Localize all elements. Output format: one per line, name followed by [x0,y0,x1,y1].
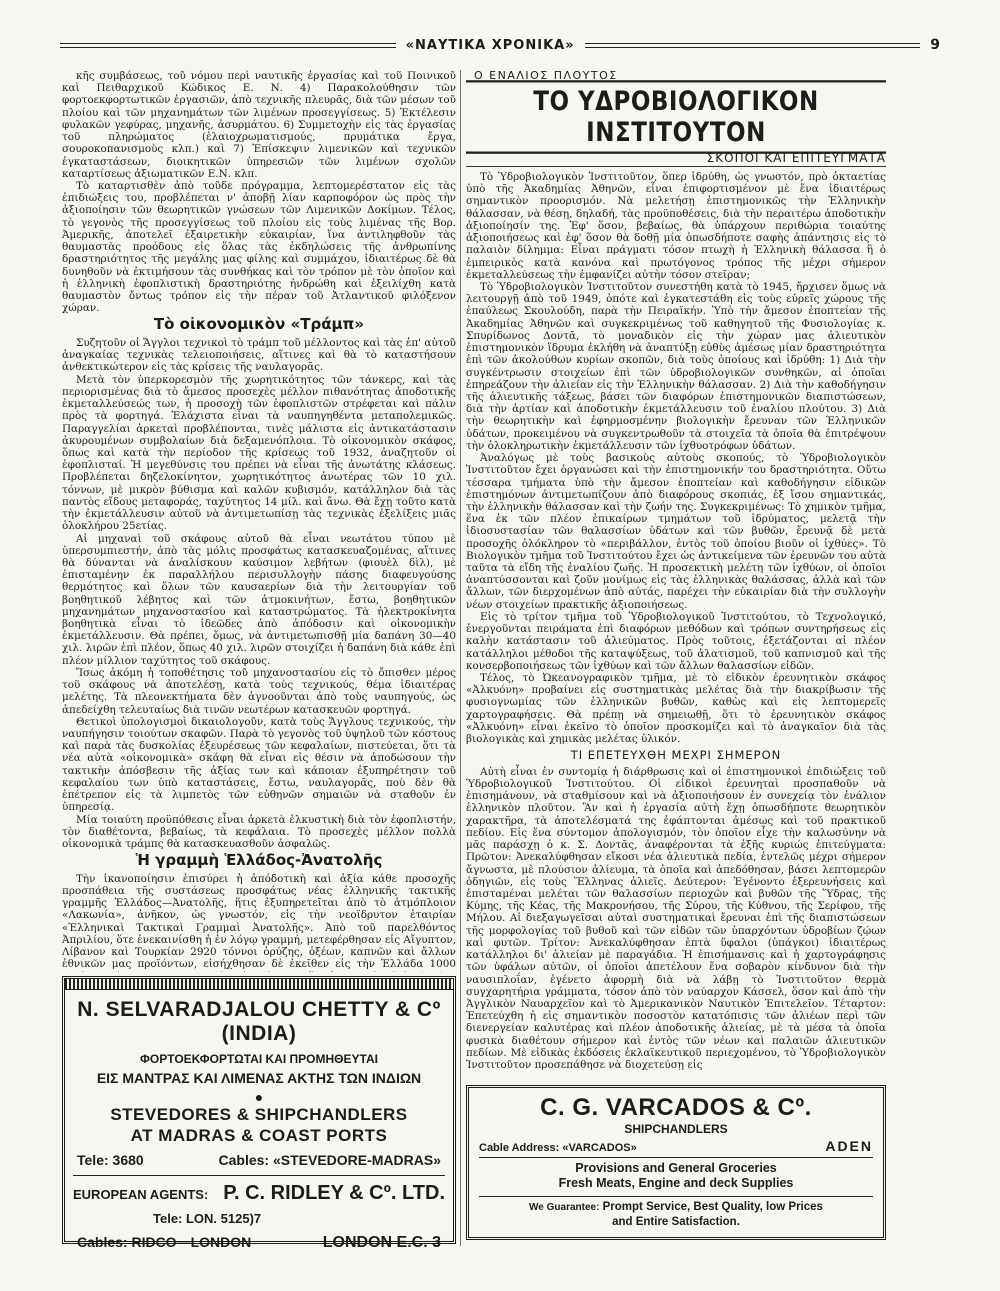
article-subheadline: ΣΚΟΠΟΙ ΚΑΙ ΕΠΙΤΕΥΓΜΑΤΑ [466,151,886,167]
section-heading-tramp: Τὸ οἰκονομικὸν «Τράμπ» [153,315,365,334]
ad-telephone: Tele: 3680 [77,1152,144,1168]
advertisement-varcados [466,1085,886,1240]
ad-greek-line: ΦΟΡΤΟΕΚΦΟΡΤΩΤΑΙ ΚΑΙ ΠΡΟΜΗΘΕΥΤΑΙ [140,1052,378,1066]
ad-agents-contact-row [77,1234,441,1252]
page-header [60,34,940,56]
ad-english-line: AT MADRAS & COAST PORTS [130,1126,388,1145]
ad-provisions-line: Provisions and General Groceries [575,1161,777,1175]
ad-english-line: STEVEDORES & SHIPCHANDLERS [110,1105,408,1124]
article-paragraph: κῆς συμβάσεως, τοῦ νόμου περὶ ναυτικῆς ἐργασίας καὶ τοῦ Ποινικοῦ καὶ Πειθαρχικοῦ Κώδικος Ε. Ν. 4) Παρακολούθησιν τῶν φορτοεκφορτωτικῶν ἐργασιῶν, ἀπὸ τεχνικῆς πλευρᾶς, διὰ τῶν μέσων τοῦ πλοίου καὶ τῶν μηχανημάτων τῶν λιμένων προσεγγίσεως. 5) Ἐκτέλεσιν φυλακῶν γεφύρας, μηχανῆς, ἀσυρμάτου. 6) Συμμετοχὴν εἰς τὰς ἐργασίας τοῦ πληρώματος (ἐλαιοχρωματισμούς, πρυμάτικα ἔργα, σουροκοπανισμοὺς κλπ.) καὶ 7) Ἐπίσκεψιν λιμενικῶν καὶ τεχνικῶν ἐγκαταστάσεων, διοικητικῶν ὑπηρεσιῶν τῶν λιμένων σχολῶν καταρτίσεως ἀξιωματικῶν Ε.Ν. κλπ. [62,70,456,180]
ad-contact-row [479,1138,873,1158]
ad-contact-row [77,1152,441,1168]
section-heading-achievements: ΤΙ ΕΠΕΤΕΥΧΘΗ ΜΕΧΡΙ ΣΗΜΕΡΟΝ [570,748,782,763]
article-paragraph: Συζητοῦν οἱ Ἄγγλοι τεχνικοὶ τὸ τράμπ τοῦ μέλλοντος καὶ τὰς ἐπ' αὐτοῦ ἀναγκαίας τεχνικὰς τελειοποιήσεις, αἵτινες καὶ θὰ τὸ καταστήσουν ἀνθεκτικώτερον εἰς τὰς κρίσεις τῆς ναυλαγορᾶς. [62,337,456,374]
article-paragraph: Μετὰ τὸν ὑπερκορεσμὸν τῆς χωρητικότητος τῶν τάνκερς, καὶ τὰς περιορισμένας διὰ τὸ ἄμεσος προσεχὲς μέλλον πιθανότητας ἀποδοτικῆς ἐκμεταλλεύσεώς των, ἡ προσοχὴ τῶν ἐφοπλιστῶν στρέφεται καὶ πάλιν πρὸς τὰ φορτηγά. Ἐλάχιστα εἶναι τὰ ναυπηγηθέντα μεταπολεμικῶς. Παραγγελίαι ἀρκεταὶ προβλέπονται, τινὲς μάλιστα εἰς ἀντικατάστασιν ἀκυρουμένων συμβολαίων διὰ δεξαμενόπλοια. Τὸ οἰκονομικὸν σκάφος, ὅπως καὶ κατὰ τὴν περίοδον τῆς κρίσεως τοῦ 1932, ἀναζητοῦν οἱ ἐφοπλισταί. Ἡ μεγεθύνσις του πρέπει νὰ εἶναι τῆς ἀνωτάτης κλάσεως. Προβλέπεται δηζελοκίνητον, χωρητικότητος ἀνωτέρας τῶν 10 χιλ. τόννων, μὲ μικρὸν βύθισμα καὶ καλῶν κυβισμόν, κατάλληλον διὰ τὰς παντὸς εἴδους μεταφοράς, ταχύτητος 14 μίλ. καὶ ἄνω. Θὰ ἔχῃ τοῦτο κατὰ τὴν ἐκμετάλλευσιν αὐτοῦ νὰ ἀντιμετωπίσῃ τὰς τεχνικὰς ἐξελίξεις μιᾶς ὁλοκλήρου 25ετίας. [62,373,456,533]
article-paragraph: Εἰς τὸ τρίτον τμῆμα τοῦ Ὑδροβιολογικοῦ Ἰνστιτούτου, τὸ Τεχνολογικό, ἐνεργοῦνται πειράματα ἐπὶ διαφόρων μεθόδων καὶ τρόπων συντηρήσεως εἰς καλὴν κατάστασιν τοῦ ἁλιεύματος. Πρὸς τοῦτοις, ἐξετάζονται αἱ πλέον κατάλληλοι μέθοδοι τῆς καταψύξεως, τοῦ ἀλατισμοῦ, τοῦ καπνισμοῦ καὶ τῆς κονσερβοποιήσεως τῶν ἰχθύων καὶ τῶν ἄλλων θαλασσίων εἰδῶν. [466,610,886,672]
article-paragraph: Τὸ Ὑδροβιολογικὸν Ἰνστιτοῦτον, ὅπερ ἱδρύθη, ὡς γνωστόν, πρὸ ὀκταετίας ὑπὸ τῆς Ἀκαδημίας Ἀθηνῶν, εἶναι ἐπιφορτισμένον μὲ ἕνα ἰδιαιτέρως σημαντικὸν προορισμόν. Νὰ μελετήσῃ ἐπιστημονικῶς τὴν Ἑλληνικὴν θάλασσαν, νὰ θέσῃ, δηλαδή, τὰς προϋποθέσεις, διὰ τὴν περαιτέρω ἀποδοτικὴν ἀξιοποίησίν της. Ἐφ' ὅσον, βεβαίως, θὰ ὑπάρχουν περιθώρια τοιαύτης ἀξιοποιήσεως καὶ ἐφ' ὅσον θὰ δοθῇ μία ὁπωσδήποτε σαφὴς ἀπάντησις εἰς τὸ παλαιὸν δίλημμα: Εἶναι πράγματι τόσον πτωχὴ ἡ Ἑλληνικὴ θάλασσα ἢ ὁ ἐμπειρικὸς κατὰ κανόνα καὶ πρωτόγονος τρόπος τῆς μέχρι σήμερον ἐκμεταλλεύσεως τὴν ἐμφανίζει αὐτὴν τόσον στεῖραν; [466,171,886,281]
ad-guarantee-text: and Entire Satisfaction. [612,1216,740,1228]
ad-provisions-line: Fresh Meats, Engine and deck Supplies [558,1176,794,1190]
ad-decorative-band [65,979,453,990]
ad-guarantee [479,1196,873,1229]
bullet-icon: ● [254,1089,264,1105]
ad-agents-cables: Cables: RIDCO—LONDON [77,1234,252,1250]
article-headline: ΤΟ ΥΔΡΟΒΙΟΛΟΓΙΚΟΝ ΙΝΣΤΙΤΟΥΤΟΝ [466,80,886,154]
ad-guarantee-label: We Guarantee: [529,1202,600,1213]
column-divider [460,70,461,1246]
left-column [62,70,456,972]
article-paragraph: Τὸ καταρτισθὲν ἀπὸ τοῦδε πρόγραμμα, λεπτομερέστατον εἰς τὰς ἐπιδιώξεις του, προβλέπεται ν' ἀποβῇ λίαν καρποφόρον ὡς πρὸς τὴν ἀξιοποίησιν τῶν θεωρητικῶν γνώσεων τῶν Λιμενικῶν Δοκίμων. Τέλος, τὸ γεγονὸς τῆς προσεγγίσεως τοῦ πλοίου εἰς τοὺς λιμένας τῆς Βορ. Ἀμερικῆς, ἀποτελεῖ ἐξαιρετικὴν εὐκαιρίαν, ἵνα ἀντιληφθοῦν τὰς θαυμαστὰς προόδους εἰς ὅλας τὰς ἐκδηλώσεις τῆς ἀνθρωπίνης δραστηριότητος τῆς μεγάλης μας φίλης καὶ συμμάχου, ἰδιαιτέρως δὲ θὰ δυνηθοῦν νὰ ἐκτιμήσουν τὰς συνθήκας καὶ τὸν τρόπον μὲ τὸν ὁποῖον καὶ ἡ ἑλληνικὴ ἐφοπλιστικὴ δραστηριότης ἠνδρώθη καὶ ἐξειλίχθη κατὰ θαυμαστὸν ὄντως τρόπον εἰς τὴν πέραν τοῦ Ἀτλαντικοῦ φιλόξενον χώραν. [62,179,456,315]
article-paragraph: Τὸ Ὑδροβιολογικὸν Ἰνστιτοῦτον συνεστήθη κατὰ τὸ 1945, ἤρχισεν ὅμως νὰ λειτουργῇ ἀπὸ τοῦ 1949, ὁπότε καὶ ἐγκατεστάθη εἰς τοὺς εὐρεῖς χώρους τῆς ἐπαύλεως Σκουλούδη, παρὰ τὴν Πειραϊκήν. Ὑπὸ τὴν ἄμεσον ἐποπτείαν τῆς Ἀκαδημίας Ἀθηνῶν καὶ συγκεκριμένως τοῦ καθηγητοῦ τῆς Φυσιολογίας κ. Σπυρίδωνος Δοντᾶ, τὸ μοναδικὸν εἰς τὴν χώραν μας ἁλιευτικὸν ἐπιστημονικὸν ἵδρυμα ἐκλήθη νὰ ἀναπτύξῃ εὐθὺς ἀμέσως μίαν δραστηριότητα ἐπὶ τῶν ἀκολούθων κυρίων σκοπῶν, διὰ τοὺς ὁποίους καὶ ἱδρύθη: 1) Διὰ τὴν συγκέντρωσιν στοιχείων ἐπὶ τῶν ὑδροβιολογικῶν συνθηκῶν, αἱ ὁποῖαι ἐπηρεάζουν τὴν ἁλιείαν εἰς τὴν Ἑλληνικὴν θάλασσαν. 2) Διὰ τὴν καθοδήγησιν τῆς ἁλιευτικῆς τάξεως, βάσει τῶν διαφόρων ἐπιστημονικῶν διαπιστώσεων, διὰ τὴν ἀρτίαν καὶ ἀποδοτικὴν ἐκμετάλλευσιν τοῦ ἐναλίου πλούτου. 3) Διὰ τὴν θεωρητικὴν καὶ ἐφηρμοσμένην βιολογικὴν ἔρευναν τῶν Ἑλληνικῶν ὑδάτων, προκειμένου νὰ συγκεντρωθοῦν τὰ στοιχεῖα τὰ ὁποῖα θὰ ἐπιτρέψουν τὴν ὁλοκληρωτικὴν ἐκμετάλλευσιν τῶν ἰχθυοτρόφων ὑδάτων. [466,281,886,452]
ad-cables: Cables: «STEVEDORE-MADRAS» [218,1152,441,1168]
ad-cable-address: Cable Address: «VARCADOS» [479,1142,637,1154]
ad-agents-label: EUROPEAN AGENTS: [73,1187,209,1202]
ad-provisions [479,1161,873,1191]
article-paragraph: Αἱ μηχαναὶ τοῦ σκάφους αὐτοῦ θὰ εἶναι νεωτάτου τύπου μὲ ὑπερσυμπιεστήν, ἀπὸ τὰς μόλις προσφάτως κατασκευαζομένας, αἵτινες θὰ δύνανται νὰ ἀναλίσκουν καύσιμον λεβήτων (φιουὲλ δὶλ), μὲ ἐπισταμένην ἐκ παραλλήλου περισυλλογὴν πάσης διαφευγούσης θερμότητος καὶ ὅλων τῶν καυσαερίων διὰ τὴν λειτουργίαν τοῦ βοηθητικοῦ λέβητος καὶ τῶν ἀτμοκινήτων, ἔστω, βοηθητικῶν μηχανημάτων μηχανοστασίου καὶ καταστρώματος. Τὰ ἠλεκτροκίνητα βοηθητικὰ εἶναι τὸ ἰδεῶδες ἀπὸ ἀπόδοσιν καὶ οἰκονομικὴν ἐκμετάλλευσιν. Θὰ πρέπει, ὅμως, νὰ ἀντιμετωπισθῇ μία δαπάνη 30—40 χιλ. λιρῶν ἐπὶ πλέον, ὅπως 40 χιλ. λιρῶν στοιχίζει ἡ δαπάνη διὰ κάθε ἐπὶ πλέον μίλλιον ταχύτητος τοῦ σκάφους. [62,532,456,667]
section-heading-greece-east-line: Ἡ γραμμὴ Ἑλλάδος-Ἀνατολῆς [135,851,383,870]
publication-title: «ΝΑΥΤΙΚΑ ΧΡΟΝΙΚΑ» [405,37,575,53]
ad-company-name: C. G. VARCADOS & Cº. [540,1094,812,1121]
article-paragraph: Μία τοιαύτη προϋπόθεσις εἶναι ἀρκετὰ ἑλκυστικὴ διὰ τὸν ἐφοπλιστήν, τὸν διαθέτοντα, βεβαίως, τὰ κεφάλαια. Τὸ προσεχὲς μέλλον πολλὰ οἰκονομικὰ τράμπς θὰ κατασκευασθοῦν ἀσφαλῶς. [62,813,456,850]
article-paragraph: Ἴσως ἀκόμη ἡ τοποθέτησις τοῦ μηχανοστασίου εἰς τὸ ὄπισθεν μέρος τοῦ σκάφους νὰ ἀποτελέσῃ, κατὰ τοὺς τεχνικούς, θέμα ἰδιαιτέρας μελέτης. Τὰ πλεονεκτήματα δὲν ἀγνοοῦνται ἀπὸ τοὺς ναυπηγούς, ὡς ἀπεδείχθη τελευταίως διὰ τινῶν νεωτέρων κατασκευῶν φορτηγά. [62,666,456,716]
page-number: 9 [930,37,941,53]
header-rule-right [585,43,921,48]
article-paragraph: Τέλος, τὸ Ὠκεανογραφικὸν τμῆμα, μὲ τὸ εἰδικὸν ἐρευνητικὸν σκάφος «Ἀλκυόνη» προβαίνει εἰς συστηματικὰς μελέτας διὰ τὴν διακρίβωσιν τῆς φυσιογνωμίας τῶν ἑλληνικῶν βυθῶν, καθὼς καὶ εἰς λεπτομερεῖς χαρτογραφήσεις. Θὰ πρέπῃ νὰ σημειωθῇ, ὅτι τὸ ἐρευνητικὸν σκάφος «Ἀλκυόνη» εἶναι ἐκεῖνο τὸ ὁποῖον προσκομίζει καὶ τὸ ἀναγκαῖον διὰ τὰς βιολογικὰς καὶ χημικὰς μελέτας ὑλικόν. [466,672,886,746]
article-paragraph: Τὴν ἱκανοποίησιν ἐπισύρει ἡ ἀπόδοτικὴ καὶ ἀξία κάθε προσοχῆς προσπάθεια τῆς συστάσεως προσφάτως νέας ἑλληνικῆς τακτικῆς γραμμῆς Ἑλλάδος—Ἀνατολῆς, ἥτις ἐξυπηρετεῖται ἀπὸ τὸ ἀτμόπλοιον «Λακωνία», ἀνῆκον, ὡς γνωστόν, εἰς τὴν νεοϊδρυτον ἑταιρίαν «Ἑλληνικαὶ Τακτικαὶ Γραμμαὶ Ἀνατολῆς». Ἀπὸ τοῦ παρελθόντος Ἀπριλίου, ὅτε ἐνεκαινίσθη ἡ ἐν λόγῳ γραμμή, μετεφέρθησαν εἰς Αἴγυπτον, Λίβανον καὶ Τουρκίαν 2920 τόννοι ὀρύζης, ὀξέων, καπνῶν καὶ ἄλλων ἐθνικῶν μας προϊόντων, εἰσήχθησαν δὲ ἐκεῖθεν εἰς τὴν Ἑλλάδα 1000 [62,872,456,971]
ad-agents-city: LONDON E.C. 3 [322,1234,441,1251]
ad-city: ADEN [825,1138,873,1154]
ad-company-name: N. SELVARADJALOU CHETTY & Cº (INDIA) [77,998,441,1045]
article-paragraph: Αὐτὴ εἶναι ἐν συντομίᾳ ἡ διάρθρωσις καὶ οἱ ἐπιστημονικοὶ ἐπιδιώξεις τοῦ Ὑδροβιολογικοῦ Ἰνστιτούτου. Οἱ εἰδικοὶ ἐρευνηταὶ προσπαθοῦν νὰ ἐπισημάνουν, νὰ σταθμίσουν καὶ νὰ ἀξιοποιήσουν ἐν συνεχείᾳ τὸν ἐνάλιον ἑλληνικὸν πλοῦτον. Ἂν καὶ ἡ ἐργασία αὐτὴ ἔχῃ ὁπωσδήποτε θεωρητικὸν χαρακτῆρα, τὰ ἀποτελέσματά της ἐφάπτονται ἀμέσως καὶ τοῦ πρακτικοῦ πεδίου. Εἰς ἕνα σύντομον ἀπολογισμόν, τὸν ὁποῖον εἶχε τὴν καλωσύνην νὰ μᾶς παράσχῃ ὁ κ. Σ. Δοντᾶς, ἀναφέρονται τὰ ἑξῆς κυριώς ἐπιτεύγματα: Πρῶτον: Ἀνεκαλύφθησαν εἴκοσι νέα ἁλιευτικὰ πεδία, ἐντελῶς μέχρι σήμερον ἄγνωστα, μὲ πλούσιον ἁλίευμα, τὰ ὁποῖα καὶ ἀπεδόθησαν, βάσει λεπτομερῶν ὁδηγιῶν, εἰς τοὺς Ἕλληνας ἁλιεῖς. Δεύτερον: Ἐγένοντο ἐξερευνήσεις καὶ ἐπισταμέναι μελέται τῶν θαλασσίων περιοχῶν καὶ βυθῶν τῆς Ὕδρας, τῆς Κύμης, τῆς Κέας, τῆς Μακρονήσου, τῆς Σύρου, τῆς Κύθνου, τῆς Σερίφου, τῆς Μήλου. Αἱ διεξαγωγεῖσαι αὐταὶ συστηματικαὶ ἔρευναι ἐπὶ τῆς διαπιστώσεων τῆς μορφολογίας τοῦ βυθοῦ καὶ τῶν εἰδῶν τῶν ὑπαρχόντων ὑδροβίων ζῴων καὶ φυτῶν. Τρίτον: Ἀνεκαλύφθησαν ἑπτὰ ὕφαλοι (ὑπάγκοι) ἰδιαιτέρως κατάλληλοι δι' ἁλιείαν μὲ παραγάδια. Ἡ ἐπισήμανσις καὶ ἡ χαρτογράφησις τῶν ὑφάλων αὐτῶν, οἱ ὁποῖοι ἀπετέλουν ἕνα σοβαρὸν κίνδυνον διὰ τὴν ναυσιπλοΐαν, ἐγένετο ἀφορμὴ διὰ νὰ λάβῃ τὸ Ἰνστιτοῦτον θερμὰ συγχαρητήρια γράμματα, τόσον ἀπὸ τὸν ναύαρχον Κάσσελ, ὅσον καὶ ἀπὸ τὴν Ἀγγλικὸν Ναυαρχεῖον καὶ τὸ Ἀμερικανικὸν Ναυτικὸν Ἐπιτελεῖον. Τέταρτον: Ἐπετεύχθη ἡ εἰς σημαντικὸν ποσοστὸν κατατόπισις τῶν ἁλιέων περὶ τῶν διενεργείαν καλυτέρας καὶ πλέον ἀποδοτικῆς ἁλιείας, μὲ τὰ μέσα τὰ ὁποῖα φυσικὰ διαθέτουν σήμερον καὶ ἐντὸς τῶν νέων καὶ παλαιῶν ἁλιευτικῶν πεδίων. Μὲ εἰδικὰς ἐκδόσεις ἐκλαϊκευτικοῦ περιεχομένου, τὸ Ὑδροβιολογικὸν Ἰνστιτοῦτον προσεπάθησε νὰ διοχετεύσῃ εἰς [466,765,886,1072]
ad-guarantee-text: Prompt Service, Best Quality, low Prices [602,1201,823,1213]
advertisement-selvaradjalou [62,976,456,1251]
article-kicker: Ο ΕΝΑΛΙΟΣ ΠΛΟΥΤΟΣ [474,70,618,82]
ad-agents-row [73,1175,445,1205]
ad-subtitle: SHIPCHANDLERS [624,1122,728,1136]
article-paragraph: Θετικοὶ ὑπολογισμοὶ δικαιολογοῦν, κατὰ τοὺς Ἄγγλους τεχνικούς, τὴν ναυπήγησιν τοιούτων σκαφῶν. Παρὰ τὸ γεγονὸς τοῦ ὑψηλοῦ τῶν κόστους καὶ παρὰ τὰς δυσκολίας ἐξευρέσεως τῶν κεφαλαίων, πιστεύεται, ὅτι τὰ νέα αὐτὰ «οἰκονομικὰ» σκάφη θὰ εἶναι εἰς θέσιν νὰ ἀποδώσουν τὴν τακτικὴν ἀπόσβεσιν τῆς ἀξίας των καὶ κάποιαν ἐξυπηρέτησιν τοῦ κεφαλαίου των ὑπὸ καταστάσεις, ἔστω, ναυλαγορᾶς, ποὺ δὲν θὰ ἐπέτρεπον εἰς τὰ λιμπετὸς τῶν εὐθηνῶν σημαιῶν νὰ σταθοῦν ἐν ὑπηρεσίᾳ. [62,715,456,814]
article-paragraph: Ἀναλόγως μὲ τοὺς βασικοὺς αὐτοὺς σκοπούς, τὸ Ὑδροβιολογικὸν Ἰνστιτοῦτον ἔχει ὀργανώσει καὶ τὴν ἐπιστημονικήν του δραστηριότητα. Οὕτω τέσσαρα τμήματα ὑπὸ τὴν ἄμεσον ἐποπτείαν καὶ καθοδήγησιν εἰδικῶν ἐπιστημόνων ἀντιμετωπίζουν ἀπὸ διαφόρους σκοπιάς, ἐξ ἴσου σημαντικάς, τὴν ἑλληνικὴν θάλασσαν καὶ τὴν ζωήν της. Συγκεκριμένως: Τὸ χημικὸν τμῆμα, ἕνα ἐκ τῶν πλέον ἐπικαίρων τμημάτων τοῦ ἰδρύματος, μελετᾷ τὴν ἰδιοσυστασίαν τῶν θαλασσίων ὑδάτων καὶ τῶν βυθῶν, ἔρευνᾷ δὲ μετὰ προσοχῆς ὁλόκληρον τὸ «περιβάλλον, ἐντὸς τοῦ ὁποίου βιοῦν οἱ ἰχθύες». Τὸ Βιολογικὸν τμῆμα τοῦ Ἰνστιτούτου ἔχει ὡς ἀντικείμενα τῶν ἐρευνῶν του αὐτὰ ταῦτα τὰ εἴδη τῆς ἐναλίου ζωῆς. Ἡ προσεκτικὴ μελέτη τῶν ἰχθύων, οἱ ὁποῖοι ἀναπτύσσονται καὶ ζοῦν μονίμως εἰς τὰς ἑλληνικὰς θαλάσσας, ἀλλὰ καὶ τῶν ἄλλων, τῶν διερχομένων ἀπὸ αὐτάς, παρέχει τὴν εὐκαιρίαν διὰ τὴν συλλογὴν νέων στοιχείων πρακτικῆς ἀξιοποιήσεως. [466,452,886,611]
ad-agents-name: P. C. RIDLEY & Cº. LTD. [223,1182,445,1204]
ad-greek-line: ΕΙΣ ΜΑΝΤΡΑΣ ΚΑΙ ΛΙΜΕΝΑΣ ΑΚΤΗΣ ΤΩΝ ΙΝΔΙΩΝ [96,1070,422,1086]
ad-agents-telephone: Tele: LON. 5125)7 [153,1211,262,1226]
right-column [466,70,886,1081]
header-rule-left [60,43,396,48]
